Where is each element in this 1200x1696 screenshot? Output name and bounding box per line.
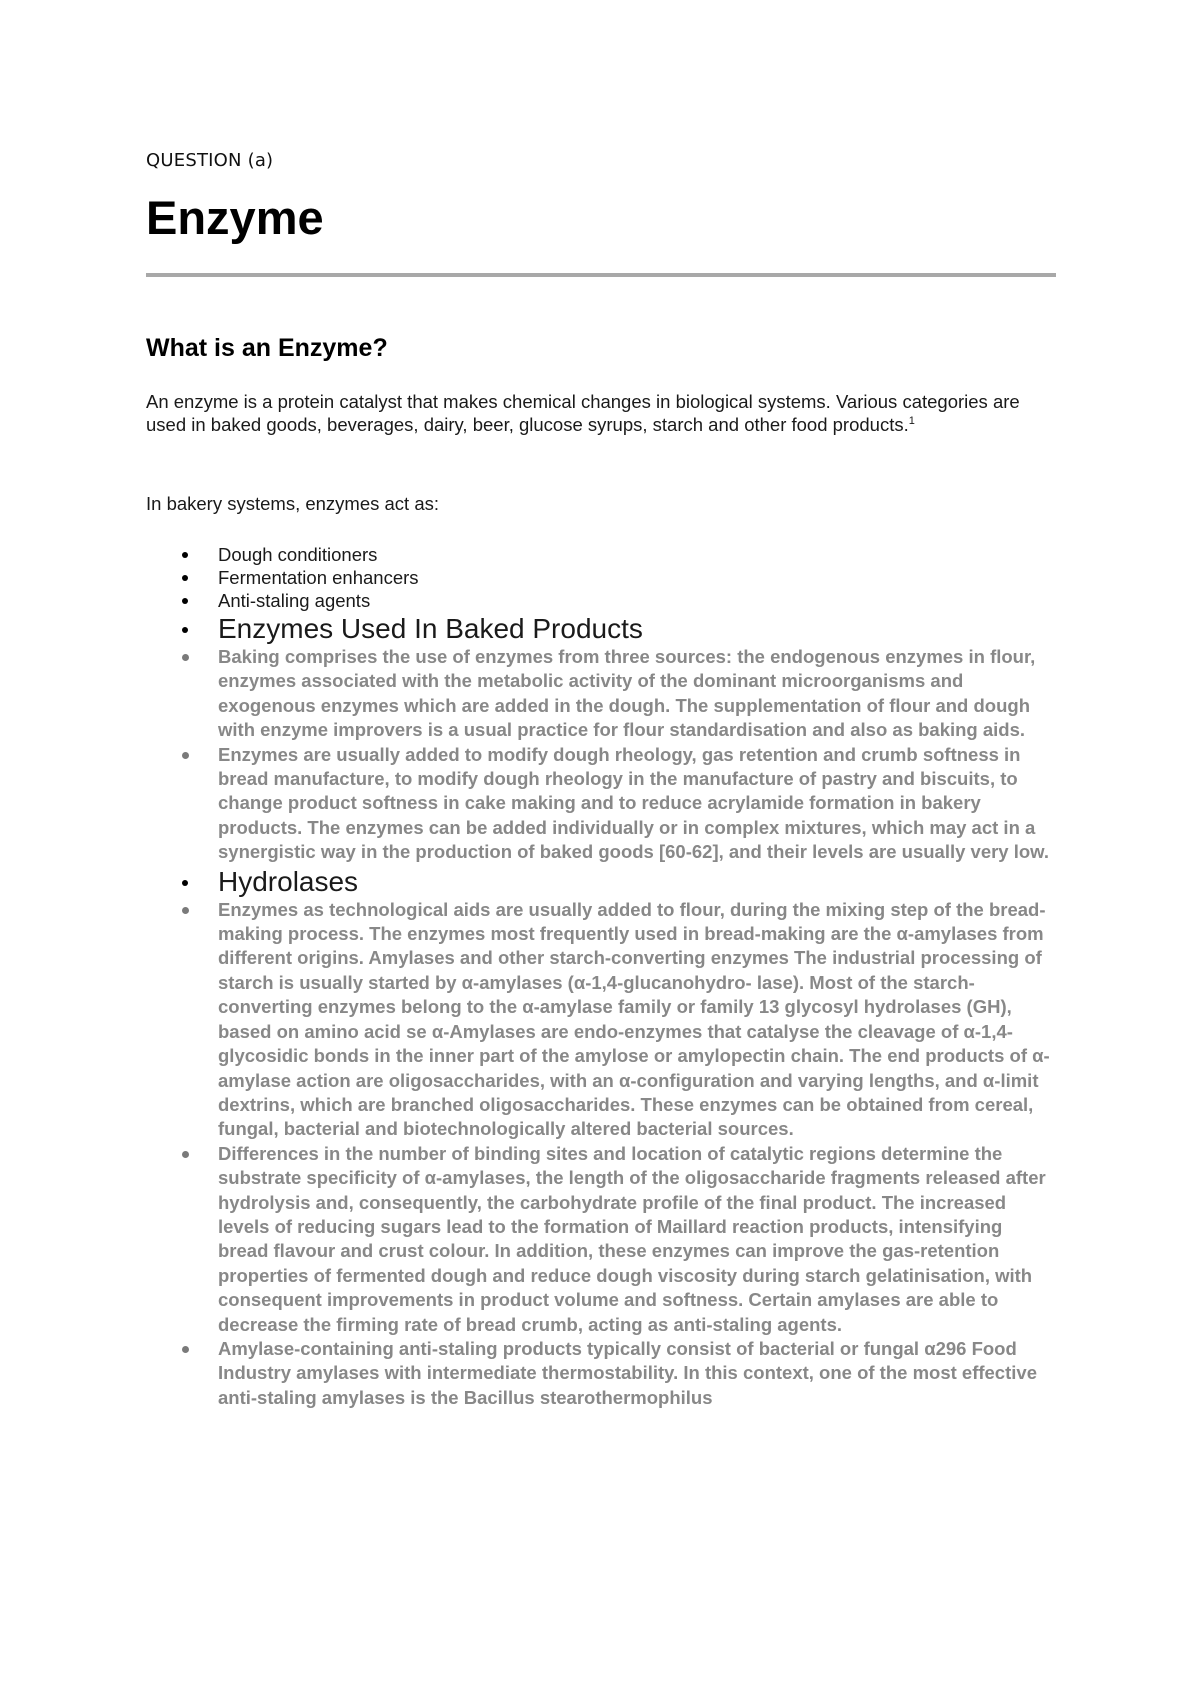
list-item — [146, 589, 1056, 612]
bullet-icon — [182, 752, 189, 759]
list-item — [146, 566, 1056, 589]
list-paragraph — [146, 645, 1056, 743]
page-title: Enzyme — [146, 191, 324, 244]
question-label: QUESTION (a) — [146, 150, 274, 171]
list-paragraph — [146, 743, 1056, 865]
list-heading-text: Hydrolases — [218, 865, 359, 897]
bullet-icon — [182, 1151, 189, 1158]
list-heading-baked-products — [146, 612, 1056, 645]
list-heading-text: Enzymes Used In Baked Products — [218, 613, 643, 644]
list-paragraph-text: Enzymes are usually added to modify dough rheology, gas retention and crumb softness in bread manufacture, to modify dough rheology in the manufacture of pastry and biscuits, to change product softness in cake making and to reduce acrylamide formation in bakery products. The enzymes can be added individually or in complex mixtures, which may act in a synergistic way in the production of baked goods [60-62], and their levels are usually very low. — [218, 743, 1050, 863]
list-paragraph-text: Baking comprises the use of enzymes from three sources: the endogenous enzymes in flour, enzymes associated with the metabolic activity of the dominant microorganisms and exogenous enzymes which are added in the dough. The supplementation of flour and dough with enzyme improvers is a usual practice for flour standardisation and also as baking aids. — [218, 646, 1036, 741]
bullet-icon — [182, 627, 188, 633]
document-page — [146, 0, 1056, 1696]
list-item-text: Fermentation enhancers — [218, 567, 419, 588]
footnote-mark: 1 — [908, 414, 915, 427]
list-paragraph — [146, 1142, 1056, 1337]
intro-paragraph — [146, 390, 1056, 436]
list-item-text: Anti-staling agents — [218, 590, 371, 611]
content-list — [146, 543, 1056, 1410]
intro-text: An enzyme is a protein catalyst that makes chemical changes in biological systems. Various categories are used in baked goods, beverages, dairy, beer, glucose syrups, starch and other food products. — [146, 391, 1020, 435]
list-paragraph-text: Differences in the number of binding sites and location of catalytic regions determine the substrate specificity of α-amylases, the length of the oligosaccharide fragments released after hydrolysis and, consequently, the carbohydrate profile of the final product. The increased levels of reducing sugars lead to the formation of Maillard reaction products, intensifying bread flavour and crust colour. In addition, these enzymes can improve the gas-retention properties of fermented dough and reduce dough viscosity during starch gelatinisation, with consequent improvements in product volume and softness. Certain amylases are able to decrease the firming rate of bread crumb, acting as anti-staling agents. — [218, 1142, 1046, 1335]
list-paragraph-text: Amylase-containing anti-staling products typically consist of bacterial or fungal α296 Food Industry amylases with intermediate thermostability. In this context, one of the most effective anti-staling amylases is the Bacillus stearothermophilus — [218, 1337, 1037, 1408]
list-item-text: Dough conditioners — [218, 544, 378, 565]
bullet-icon — [182, 907, 189, 914]
bullet-icon — [182, 654, 189, 661]
bullet-icon — [182, 598, 188, 604]
list-paragraph — [146, 1337, 1056, 1410]
list-item — [146, 543, 1056, 566]
bullet-icon — [182, 552, 188, 558]
bullet-icon — [182, 1346, 189, 1353]
bullet-icon — [182, 880, 188, 886]
list-paragraph-text: Enzymes as technological aids are usually added to flour, during the mixing step of the bread-making process. The enzymes most frequently used in bread-making are the α-amylases from different origins. Amylases and other starch-converting enzymes The industrial processing of starch is usually started by α-amylases (α-1,4-glucanohydro- lase). Most of the starch-converting enzymes belong to the α-amylase family or family 13 glycosyl hydrolases (GH), based on amino acid se α-Amylases are endo-enzymes that catalyse the cleavage of α-1,4-glycosidic bonds in the inner part of the amylose or amylopectin chain. The end products of α-amylase action are oligosaccharides, with an α-configuration and varying lengths, and α-limit dextrins, which are branched oligosaccharides. These enzymes can be obtained from cereal, fungal, bacterial and biotechnologically altered bacterial sources. — [218, 898, 1050, 1140]
section-heading: What is an Enzyme? — [146, 334, 388, 362]
bullet-icon — [182, 575, 188, 581]
list-paragraph — [146, 898, 1056, 1142]
lead-paragraph: In bakery systems, enzymes act as: — [146, 493, 440, 514]
list-heading-hydrolases — [146, 865, 1056, 898]
title-divider — [146, 273, 1056, 277]
